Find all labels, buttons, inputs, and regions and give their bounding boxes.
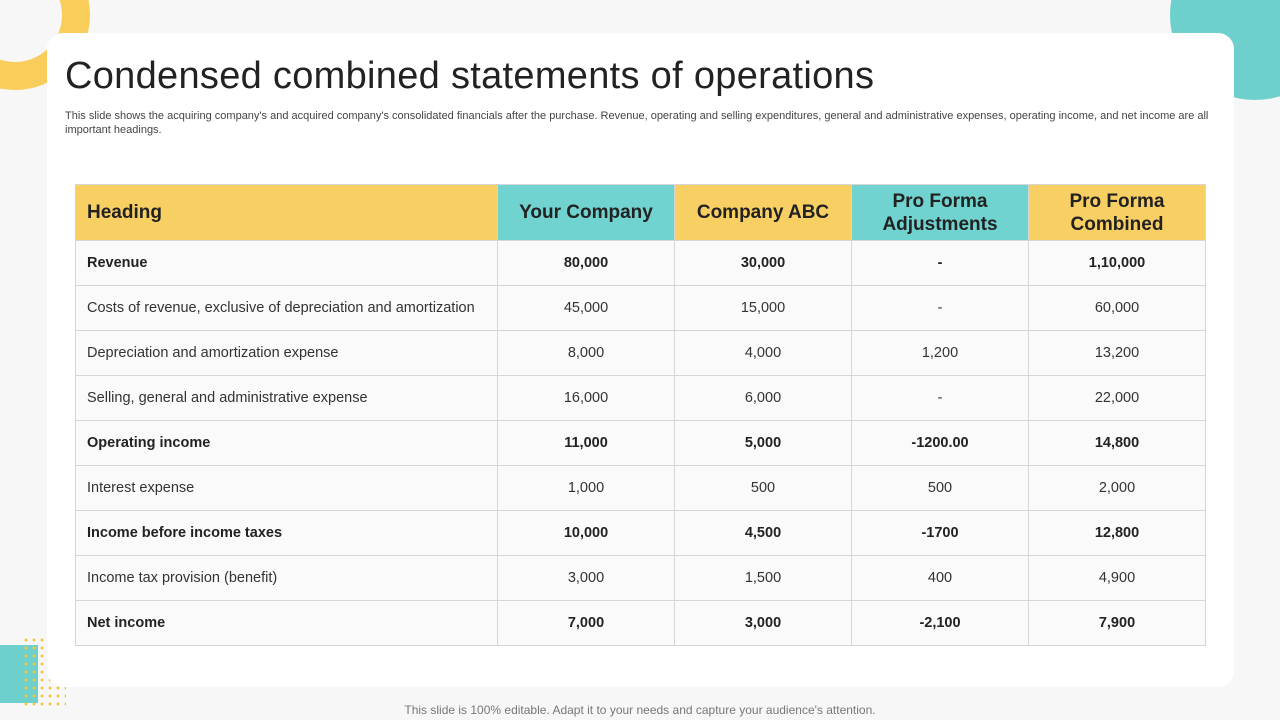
cell-combined: 14,800 xyxy=(1029,421,1206,466)
table-row xyxy=(76,466,1206,511)
cell-combined: 13,200 xyxy=(1029,331,1206,376)
cell-company-abc: 15,000 xyxy=(675,286,852,331)
cell-company-abc: 6,000 xyxy=(675,376,852,421)
cell-company-abc: 4,000 xyxy=(675,331,852,376)
cell-adjustments: - xyxy=(852,286,1029,331)
cell-combined: 2,000 xyxy=(1029,466,1206,511)
page-subtitle: This slide shows the acquiring company's and acquired company's consolidated financials after the purchase. Revenue, operating and selling expenditures, general and administrative expenses, operating income, and net income are all important headings. xyxy=(65,110,1209,136)
table-row xyxy=(76,421,1206,466)
cell-adjustments: - xyxy=(852,241,1029,286)
table-row xyxy=(76,376,1206,421)
row-label: Costs of revenue, exclusive of depreciation and amortization xyxy=(76,286,498,331)
cell-company-abc: 3,000 xyxy=(675,601,852,646)
content-card xyxy=(47,33,1234,687)
table-row xyxy=(76,331,1206,376)
cell-company-abc: 30,000 xyxy=(675,241,852,286)
statements-table xyxy=(75,184,1206,646)
header-heading: Heading xyxy=(76,185,498,241)
cell-your-company: 11,000 xyxy=(498,421,675,466)
table-row xyxy=(76,556,1206,601)
row-label: Operating income xyxy=(76,421,498,466)
cell-adjustments: 400 xyxy=(852,556,1029,601)
cell-your-company: 45,000 xyxy=(498,286,675,331)
cell-combined: 7,900 xyxy=(1029,601,1206,646)
header-company-abc: Company ABC xyxy=(675,185,852,241)
table-header-row xyxy=(76,185,1206,241)
cell-your-company: 80,000 xyxy=(498,241,675,286)
cell-adjustments: 500 xyxy=(852,466,1029,511)
cell-combined: 1,10,000 xyxy=(1029,241,1206,286)
statements-table-container xyxy=(75,184,1205,646)
cell-combined: 12,800 xyxy=(1029,511,1206,556)
header-pro-forma-adjustments: Pro Forma Adjustments xyxy=(852,185,1029,241)
cell-company-abc: 1,500 xyxy=(675,556,852,601)
row-label: Income tax provision (benefit) xyxy=(76,556,498,601)
cell-combined: 60,000 xyxy=(1029,286,1206,331)
cell-adjustments: -1700 xyxy=(852,511,1029,556)
cell-your-company: 1,000 xyxy=(498,466,675,511)
cell-adjustments: - xyxy=(852,376,1029,421)
table-row xyxy=(76,286,1206,331)
cell-company-abc: 4,500 xyxy=(675,511,852,556)
cell-your-company: 8,000 xyxy=(498,331,675,376)
row-label: Net income xyxy=(76,601,498,646)
header-pro-forma-combined: Pro Forma Combined xyxy=(1029,185,1206,241)
table-row xyxy=(76,511,1206,556)
cell-company-abc: 500 xyxy=(675,466,852,511)
cell-your-company: 3,000 xyxy=(498,556,675,601)
row-label: Selling, general and administrative expense xyxy=(76,376,498,421)
cell-your-company: 10,000 xyxy=(498,511,675,556)
table-row xyxy=(76,601,1206,646)
cell-combined: 4,900 xyxy=(1029,556,1206,601)
header-your-company: Your Company xyxy=(498,185,675,241)
row-label: Interest expense xyxy=(76,466,498,511)
cell-adjustments: -2,100 xyxy=(852,601,1029,646)
row-label: Revenue xyxy=(76,241,498,286)
row-label: Depreciation and amortization expense xyxy=(76,331,498,376)
footer-note: This slide is 100% editable. Adapt it to your needs and capture your audience's attention. xyxy=(404,703,876,717)
cell-adjustments: -1200.00 xyxy=(852,421,1029,466)
cell-adjustments: 1,200 xyxy=(852,331,1029,376)
row-label: Income before income taxes xyxy=(76,511,498,556)
cell-your-company: 16,000 xyxy=(498,376,675,421)
table-row xyxy=(76,241,1206,286)
cell-company-abc: 5,000 xyxy=(675,421,852,466)
cell-combined: 22,000 xyxy=(1029,376,1206,421)
page-title: Condensed combined statements of operations xyxy=(65,55,875,97)
cell-your-company: 7,000 xyxy=(498,601,675,646)
